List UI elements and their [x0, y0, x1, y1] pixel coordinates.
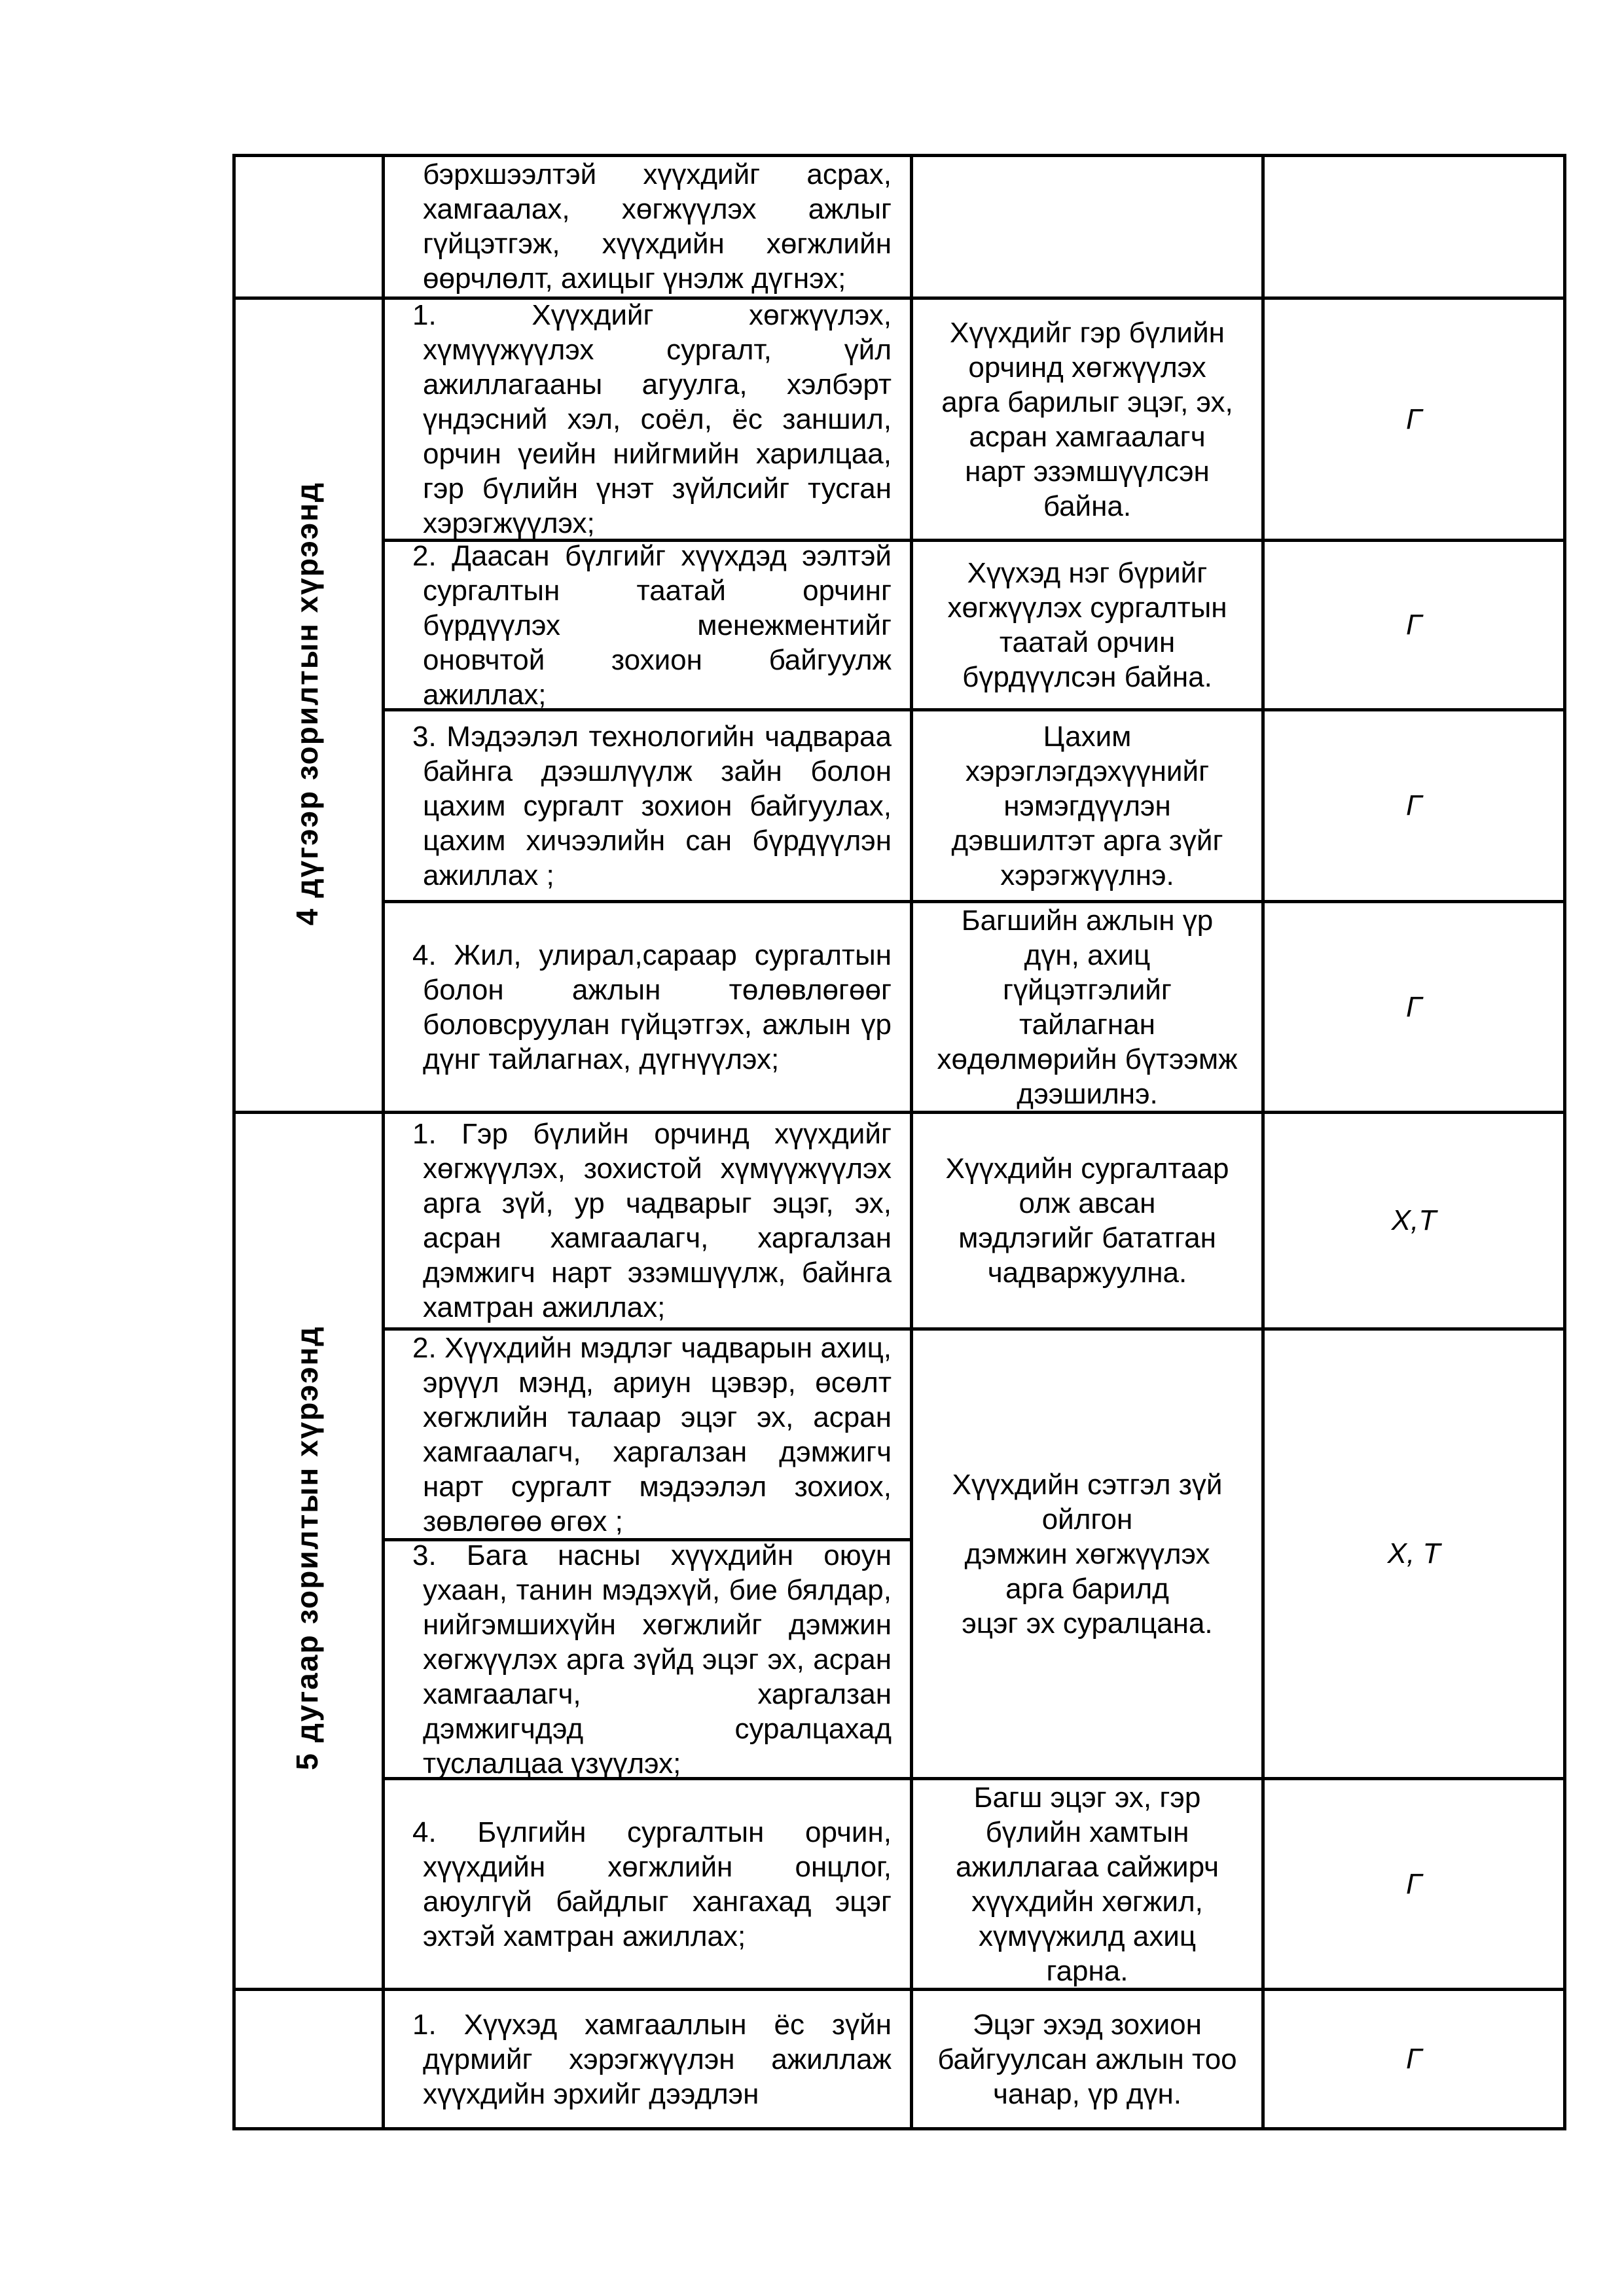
outcome-line: Эцэг эхэд зохион: [973, 2008, 1202, 2041]
outcome-line: арга барилд: [1005, 1572, 1169, 1605]
task-line: 1. Хүүхэд хамгааллын ёс зүйн: [412, 2008, 892, 2041]
outcome-line: асран хамгаалагч: [969, 420, 1206, 453]
outcome-line: хэрэгжүүлнэ.: [1000, 859, 1174, 891]
method-cell: [1265, 1991, 1563, 2127]
method-cell: [1265, 903, 1563, 1111]
task-cell: [385, 539, 910, 711]
outcome-line: дэмжин хөгжүүлэх: [964, 1537, 1210, 1570]
task-line: оновчтой зохион байгуулж: [423, 643, 892, 676]
task-line: 1. Гэр бүлийн орчинд хүүхдийг: [412, 1118, 892, 1150]
outcome-line: бүлийн хамтын: [985, 1816, 1189, 1848]
task-line: хамтран ажиллах;: [423, 1291, 666, 1323]
outcome-line: тайлагнан: [1019, 1008, 1155, 1041]
outcome-line: гүйцэтгэлийг: [1003, 973, 1172, 1006]
outcome-line: дээшилнэ.: [1017, 1077, 1158, 1110]
task-line: хөгжүүлэх, зохистой хүмүүжүүлэх: [423, 1153, 892, 1185]
task-line: 2. Хүүхдийн мэдлэг чадварын ахиц,: [412, 1331, 892, 1364]
task-line: асран хамгаалагч, харгалзан: [423, 1222, 892, 1254]
outcome-line: Хүүхдийг гэр бүлийн: [950, 316, 1225, 349]
outcome-cell: [913, 300, 1261, 539]
task-line: 4. Жил, улирал,сараар сургалтын: [412, 939, 892, 971]
task-line: сургалтын таатай орчинг: [423, 574, 892, 607]
assessment-method: Х, Т: [1387, 1537, 1441, 1570]
outcome-cell: [913, 1991, 1261, 2127]
task-line: дэмжигч нарт эзэмшүүлж, байнга: [423, 1257, 892, 1289]
method-cell: [1265, 542, 1563, 708]
outcome-line: чадваржуулна.: [987, 1257, 1187, 1289]
assessment-method: Г: [1406, 2043, 1422, 2075]
outcome-line: дэвшилтэт арга зүйг: [951, 824, 1223, 857]
outcome-line: ажиллагаа сайжирч: [955, 1850, 1219, 1883]
assessment-method: Х,Т: [1391, 1204, 1437, 1236]
outcome-cell: [913, 1331, 1261, 1777]
method-cell: [1265, 1780, 1563, 1988]
task-line: үндэсний хэл, соёл, ёс заншил,: [423, 403, 892, 435]
method-cell: [1265, 300, 1563, 539]
outcome-cell: [913, 1780, 1261, 1988]
outcome-line: ойлгон: [1041, 1503, 1133, 1535]
task-line: хөгжлийн талаар эцэг эх, асран: [423, 1401, 892, 1433]
task-line: бүрдүүлэх менежментийг: [423, 609, 892, 641]
outcome-cell: [913, 903, 1261, 1111]
method-cell: [1265, 1114, 1563, 1327]
method-cell: [1265, 711, 1563, 900]
table-border-right: [1563, 154, 1566, 2130]
outcome-line: олж авсан: [1019, 1187, 1156, 1219]
task-line: 3. Бага насны хүүхдийн оюун: [412, 1539, 892, 1571]
task-line: цахим сургалт зохион байгуулах,: [423, 789, 892, 822]
task-line: гүйцэтгэж, хүүхдийн хөгжлийн: [423, 228, 892, 260]
outcome-line: хүмүүжилд ахиц: [978, 1920, 1197, 1952]
task-line: арга зүй, ур чадварыг эцэг, эх,: [423, 1187, 892, 1219]
task-line: хамгаалагч, харгалзан дэмжигч: [423, 1435, 892, 1468]
outcome-line: байгуулсан ажлын тоо: [937, 2043, 1237, 2075]
assessment-method: Г: [1406, 1867, 1422, 1900]
outcome-cell: [913, 157, 1261, 296]
outcome-line: арга барилыг эцэг, эх,: [941, 386, 1233, 418]
outcome-line: Багш эцэг эх, гэр: [973, 1781, 1201, 1814]
outcome-line: Багшийн ажлын үр: [961, 904, 1214, 937]
task-line: цахим хичээлийн сан бүрдүүлэн: [423, 824, 892, 857]
task-line: эхтэй хамтран ажиллах;: [423, 1920, 746, 1952]
task-line: туслалцаа үзүүлэх;: [423, 1747, 681, 1780]
outcome-line: чанар, үр дүн.: [993, 2077, 1182, 2110]
section-label-goal-4: 4 дүгээр зорилтын хүрээнд: [290, 481, 324, 926]
task-line: ажиллах ;: [423, 859, 554, 891]
task-line: ухаан, танин мэдэхүй, бие бялдар,: [423, 1573, 892, 1606]
task-line: 3. Мэдээлэл технологийн чадвараа: [412, 720, 892, 753]
plan-table: [232, 154, 1566, 2130]
task-line: зөвлөгөө өгөх ;: [423, 1505, 623, 1537]
outcome-line: орчинд хөгжүүлэх: [968, 351, 1206, 384]
task-line: хүмүүжүүлэх сургалт, үйл: [423, 334, 892, 366]
outcome-line: эцэг эх суралцана.: [962, 1607, 1213, 1640]
task-line: хамгаалагч, харгалзан: [423, 1677, 892, 1710]
task-line: байнга дээшлүүлж зайн болон: [423, 755, 892, 787]
task-line: эрүүл мэнд, ариун цэвэр, өсөлт: [423, 1366, 892, 1399]
task-line: хэрэгжүүлэх;: [423, 507, 595, 539]
task-line: орчин үеийн нийгмийн харилцаа,: [423, 438, 892, 470]
task-cell: [385, 1780, 910, 1988]
task-line: ажиллах;: [423, 678, 547, 711]
task-line: бэрхшээлтэй хүүхдийг асрах,: [423, 158, 892, 190]
task-line: өөрчлөлт, ахицыг үнэлж дүгнэх;: [423, 262, 846, 295]
outcome-line: хөгжүүлэх сургалтын: [947, 592, 1227, 624]
method-cell: [1265, 157, 1563, 296]
task-line: дүрмийг хэрэгжүүлэн ажиллаж: [423, 2043, 892, 2075]
section-label-goal-5: 5 дугаар зорилтын хүрээнд: [290, 1325, 324, 1770]
outcome-line: Хүүхэд нэг бүрийг: [967, 557, 1208, 589]
outcome-line: Цахим: [1043, 720, 1132, 753]
outcome-cell: [913, 711, 1261, 900]
outcome-line: хүүхдийн хөгжил,: [971, 1885, 1203, 1918]
table-border-left: [232, 154, 236, 2130]
outcome-line: бүрдүүлсэн байна.: [962, 661, 1212, 693]
outcome-line: нарт эзэмшүүлсэн: [965, 455, 1210, 488]
table-border-bottom: [232, 2127, 1566, 2130]
outcome-cell: [913, 542, 1261, 708]
task-line: дүнг тайлагнах, дүгнүүлэх;: [423, 1043, 780, 1075]
outcome-line: хэрэглэгдэхүүнийг: [965, 755, 1210, 787]
task-line: 4. Бүлгийн сургалтын орчин,: [412, 1816, 892, 1848]
outcome-line: таатай орчин: [999, 626, 1176, 658]
task-line: гэр бүлийн үнэт зүйлсийг тусган: [423, 473, 892, 505]
task-line: 2. Даасан бүлгийг хүүхдэд ээлтэй: [412, 539, 892, 572]
task-cell: [385, 1539, 910, 1780]
outcome-line: нэмэгдүүлэн: [1003, 789, 1171, 822]
assessment-method: Г: [1406, 403, 1422, 435]
task-line: аюулгүй байдлыг хангахад эцэг: [423, 1885, 892, 1918]
task-line: дэмжигчдэд суралцахад: [423, 1712, 892, 1745]
task-line: хамгаалах, хөгжүүлэх ажлыг: [423, 193, 892, 225]
outcome-line: мэдлэгийг бататган: [958, 1222, 1216, 1254]
outcome-line: Хүүхдийн сэтгэл зүй: [952, 1468, 1223, 1501]
assessment-method: Г: [1406, 609, 1422, 641]
assessment-method: Г: [1406, 990, 1422, 1023]
task-cell: [385, 157, 910, 296]
task-line: хүүхдийн хөгжлийн онцлог,: [423, 1850, 892, 1883]
task-line: болон ажлын төлөвлөгөөг: [423, 973, 892, 1006]
task-line: 1. Хүүхдийг хөгжүүлэх,: [412, 299, 892, 331]
outcome-line: байна.: [1043, 490, 1132, 522]
outcome-line: гарна.: [1046, 1954, 1128, 1987]
task-cell: [385, 1331, 910, 1538]
assessment-method: Г: [1406, 789, 1422, 821]
outcome-line: хөдөлмөрийн бүтээмж: [937, 1043, 1238, 1075]
task-cell: [385, 903, 910, 1111]
task-line: боловсруулан гүйцэтгэх, ажлын үр: [423, 1008, 892, 1041]
task-cell: [385, 1991, 910, 2127]
outcome-line: дүн, ахиц: [1024, 939, 1151, 971]
outcome-line: Хүүхдийн сургалтаар: [945, 1153, 1229, 1185]
outcome-cell: [913, 1114, 1261, 1327]
task-cell: [385, 300, 910, 539]
task-line: хөгжүүлэх арга зүйд эцэг эх, асран: [423, 1643, 892, 1676]
task-line: ажиллагааны агуулга, хэлбэрт: [423, 368, 892, 401]
task-line: нарт сургалт мэдээлэл зохиох,: [423, 1470, 892, 1503]
task-line: хүүхдийн эрхийг дээдлэн: [423, 2077, 759, 2110]
method-cell: [1265, 1331, 1563, 1777]
task-cell: [385, 711, 910, 900]
task-cell: [385, 1114, 910, 1327]
task-line: нийгэмшихүйн хөгжлийг дэмжин: [423, 1608, 892, 1641]
